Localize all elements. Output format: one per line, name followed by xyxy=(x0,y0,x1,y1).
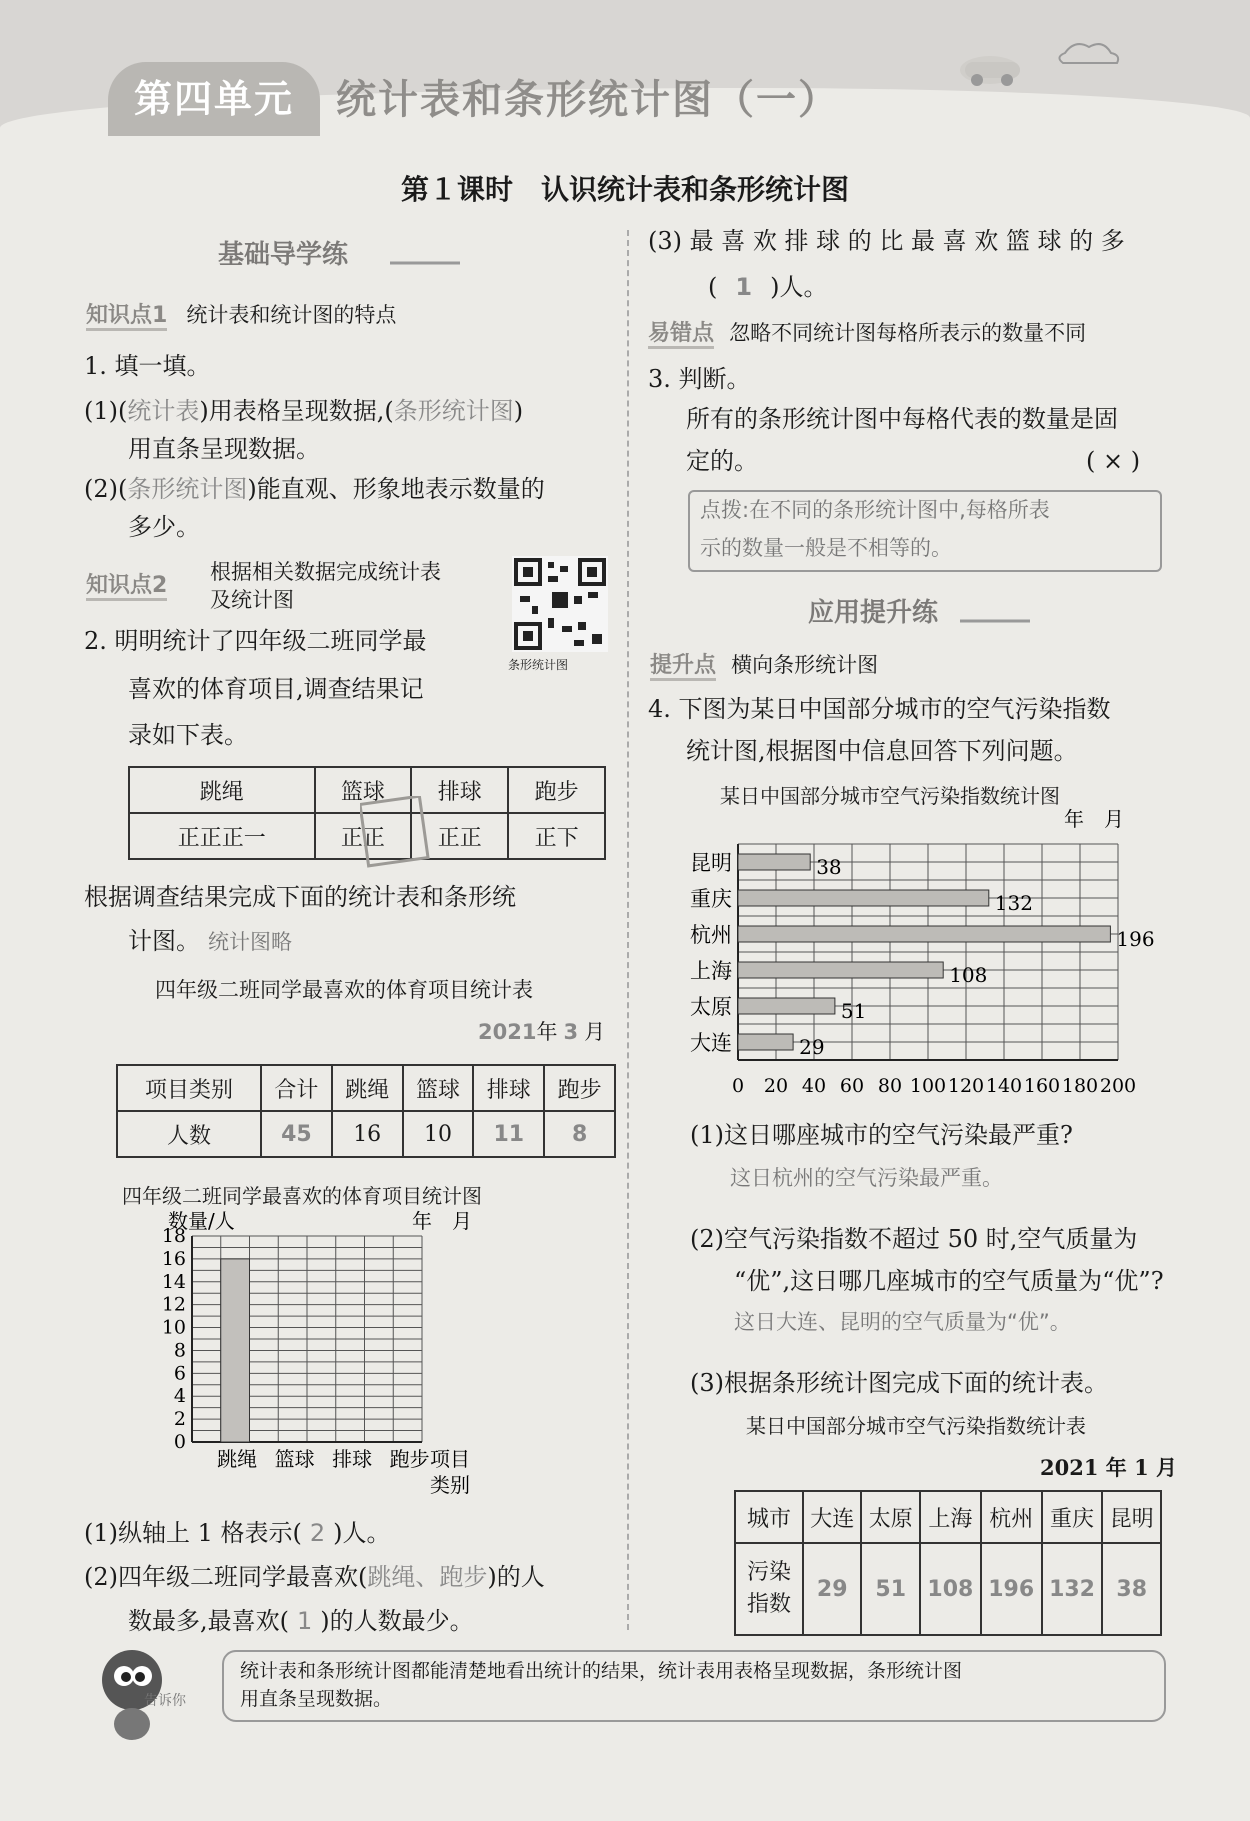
y-tick-label: 8 xyxy=(173,1339,186,1362)
q1-p1 xyxy=(84,392,523,430)
y-axis-label: 数量/人 xyxy=(168,1209,235,1233)
city-row-label: 污染指数 xyxy=(735,1543,803,1635)
tip-line1: 点拨:在不同的条形统计图中,每格所表 xyxy=(700,498,1050,522)
text: )用表格呈现数据,( xyxy=(199,397,394,425)
city-pollution-bar-chart xyxy=(676,806,1166,1108)
a1-question: (1)这日哪座城市的空气污染最严重? xyxy=(690,1121,1073,1149)
q4-line2: 统计图,根据图中信息回答下列问题。 xyxy=(686,737,1078,765)
tally-header: 排球 xyxy=(411,767,508,813)
text: (1)( xyxy=(84,397,128,425)
tally-cell: 正下 xyxy=(508,813,605,859)
q1-p2 xyxy=(84,470,545,508)
stat-header: 合计 xyxy=(261,1065,332,1111)
x-tick-label: 60 xyxy=(839,1075,865,1097)
x-tick-label: 20 xyxy=(763,1075,789,1097)
q3-part3-line1: (3) 最 喜 欢 排 球 的 比 最 喜 欢 篮 球 的 多 xyxy=(648,227,1125,255)
unit-title: 统计表和条形统计图（一） xyxy=(336,77,840,123)
y-tick-label: 大连 xyxy=(690,1031,732,1055)
footer-line1: 统计表和条形统计图都能清楚地看出统计的结果，统计表用表格呈现数据，条形统计图 xyxy=(240,1660,963,1682)
x-tick-label: 80 xyxy=(877,1075,903,1097)
stat-header: 跳绳 xyxy=(332,1065,403,1111)
text: ) xyxy=(513,397,524,425)
text: )的人 xyxy=(487,1563,545,1591)
q3-answer: ( × ) xyxy=(1086,447,1141,475)
city-header: 大连 xyxy=(803,1491,861,1543)
text: )能直观、形象地表示数量的 xyxy=(247,475,545,503)
kp2-text2: 及统计图 xyxy=(210,588,294,612)
q4-line1: 4. 下图为某日中国部分城市的空气污染指数 xyxy=(648,695,1111,723)
kp1-text: 统计表和统计图的特点 xyxy=(186,303,397,327)
answer: 2021 xyxy=(478,1020,537,1044)
a2-question2: “优”,这日哪几座城市的空气质量为“优”? xyxy=(734,1267,1164,1295)
stat-table-date xyxy=(478,1016,605,1046)
up-row xyxy=(650,648,878,679)
answer: 条形统计图 xyxy=(127,475,248,503)
stat-cell-answer: 8 xyxy=(544,1111,615,1157)
section-underline xyxy=(960,616,1040,626)
err-text: 忽略不同统计图每格所表示的数量不同 xyxy=(729,321,1087,345)
y-tick-label: 昆明 xyxy=(690,851,732,875)
bar xyxy=(738,854,810,870)
sub2-cont xyxy=(128,1602,474,1640)
kp2-text1: 根据相关数据完成统计表 xyxy=(210,560,441,584)
bar xyxy=(738,890,989,906)
x-axis-label-cont: 类别 xyxy=(430,1473,470,1497)
city-header: 杭州 xyxy=(981,1491,1042,1543)
a2-answer: 这日大连、昆明的空气质量为“优”。 xyxy=(734,1310,1071,1334)
hchart-title: 某日中国部分城市空气污染指数统计图 xyxy=(720,784,1060,808)
bar xyxy=(738,962,943,978)
a1-answer: 这日杭州的空气污染最严重。 xyxy=(730,1166,1003,1190)
city-header: 昆明 xyxy=(1102,1491,1161,1543)
x-tick-label: 0 xyxy=(731,1075,745,1097)
section-basic: 基础导学练 xyxy=(218,240,349,270)
stat-header: 篮球 xyxy=(403,1065,474,1111)
mascot-badge: 告诉你 xyxy=(144,1693,186,1709)
q3-part3-line2 xyxy=(708,268,827,306)
q1-stem: 1. 填一填。 xyxy=(84,352,211,380)
y-tick-label: 4 xyxy=(173,1385,186,1408)
city-header: 太原 xyxy=(861,1491,919,1543)
a3-question: (3)根据条形统计图完成下面的统计表。 xyxy=(690,1369,1108,1397)
sub1 xyxy=(84,1514,391,1552)
footer-line2: 用直条呈现数据。 xyxy=(240,1688,393,1710)
stat-row-label: 人数 xyxy=(117,1111,261,1157)
q2b-line1: 根据调查结果完成下面的统计表和条形统 xyxy=(84,883,516,911)
bar xyxy=(738,998,835,1014)
data-label: 51 xyxy=(840,999,867,1023)
text: (2)( xyxy=(84,475,128,503)
q2-line2: 喜欢的体育项目,调查结果记 xyxy=(128,675,424,703)
city-cell-answer: 196 xyxy=(981,1543,1042,1635)
tally-header: 跳绳 xyxy=(129,767,315,813)
q3-line1: 所有的条形统计图中每格代表的数量是固 xyxy=(686,405,1118,433)
q3-line2: 定的。 xyxy=(686,447,758,475)
text: )人。 xyxy=(770,273,828,301)
x-tick-label: 200 xyxy=(1099,1075,1137,1097)
section-underline xyxy=(390,258,470,268)
text: )人。 xyxy=(333,1519,391,1547)
data-label: 132 xyxy=(994,891,1033,915)
err-row xyxy=(648,316,1086,347)
answer: 1 xyxy=(735,273,753,301)
kp1-row xyxy=(86,298,396,329)
unit-tab: 第四单元 xyxy=(108,62,320,136)
kp1-tag: 知识点1 xyxy=(86,303,167,331)
kp2-tag-wrap xyxy=(86,568,167,599)
answer: 1 xyxy=(297,1607,313,1635)
y-tick-label: 2 xyxy=(173,1408,186,1431)
err-tag: 易错点 xyxy=(648,321,714,349)
answer: 跳绳、跑步 xyxy=(367,1563,488,1591)
tally-header: 跑步 xyxy=(508,767,605,813)
y-tick-label: 6 xyxy=(173,1362,186,1385)
lesson-title: 第１课时 认识统计表和条形统计图 xyxy=(400,173,849,206)
x-axis-label: 项目 xyxy=(430,1447,470,1471)
answer-note: 统计图略 xyxy=(208,930,292,954)
stat-cell: 16 xyxy=(332,1111,403,1157)
y-tick-label: 0 xyxy=(173,1431,186,1453)
text: )的人数最少。 xyxy=(320,1607,474,1635)
y-tick-label: 上海 xyxy=(690,959,732,983)
answer: 2 xyxy=(309,1519,326,1547)
x-tick-label: 跑步 xyxy=(389,1447,430,1471)
sports-stat-table xyxy=(116,1064,616,1158)
city-cell-answer: 132 xyxy=(1042,1543,1103,1635)
stat-header: 项目类别 xyxy=(117,1065,261,1111)
text: 数最多,最喜欢( xyxy=(128,1607,289,1635)
x-tick-label: 跳绳 xyxy=(217,1447,258,1471)
qr-code-icon[interactable] xyxy=(512,556,608,652)
stat-cell-answer: 45 xyxy=(261,1111,332,1157)
x-tick-label: 180 xyxy=(1061,1075,1099,1097)
text: (1)纵轴上 1 格表示( xyxy=(84,1519,302,1547)
answer: 条形统计图 xyxy=(393,397,514,425)
data-label: 38 xyxy=(816,855,842,879)
answer: 3 xyxy=(563,1020,579,1044)
stat-cell: 10 xyxy=(403,1111,474,1157)
q3-stem: 3. 判断。 xyxy=(648,365,751,393)
kp2-tag: 知识点2 xyxy=(86,573,167,601)
up-text: 横向条形统计图 xyxy=(731,653,879,677)
y-tick-label: 16 xyxy=(161,1247,186,1270)
stat-cell-answer: 11 xyxy=(473,1111,544,1157)
x-tick-label: 160 xyxy=(1023,1075,1061,1097)
answer: 统计表 xyxy=(127,397,200,425)
y-tick-label: 10 xyxy=(161,1316,186,1339)
column-divider xyxy=(627,230,629,1630)
q2-line1: 2. 明明统计了四年级二班同学最 xyxy=(84,627,427,655)
city-stat-table xyxy=(734,1490,1162,1636)
text: 年 xyxy=(536,1020,558,1044)
qr-label: 条形统计图 xyxy=(508,658,569,672)
tally-cell: 正正 xyxy=(315,813,412,859)
city-header: 重庆 xyxy=(1042,1491,1103,1543)
x-tick-label: 100 xyxy=(909,1075,947,1097)
city-header: 城市 xyxy=(735,1491,803,1543)
bar xyxy=(221,1259,250,1442)
tally-cell: 正正 xyxy=(411,813,508,859)
x-tick-label: 篮球 xyxy=(274,1447,315,1471)
y-tick-label: 重庆 xyxy=(690,887,732,911)
city-cell-answer: 108 xyxy=(920,1543,981,1635)
bar xyxy=(738,926,1110,942)
city-header: 上海 xyxy=(920,1491,981,1543)
a2-question1: (2)空气污染指数不超过 50 时,空气质量为 xyxy=(690,1225,1138,1253)
data-label: 196 xyxy=(1116,927,1155,951)
data-label: 108 xyxy=(949,963,988,987)
chart-date: 年 月 xyxy=(412,1209,472,1233)
bar xyxy=(738,1034,793,1050)
q1-p2-cont: 多少。 xyxy=(128,513,200,541)
stat-header: 跑步 xyxy=(544,1065,615,1111)
section-apply: 应用提升练 xyxy=(808,598,939,628)
y-tick-label: 12 xyxy=(161,1293,186,1316)
up-tag: 提升点 xyxy=(650,653,716,681)
y-tick-label: 杭州 xyxy=(690,923,732,947)
text: 计图。 xyxy=(128,927,200,955)
city-cell-answer: 29 xyxy=(803,1543,861,1635)
vchart-title: 四年级二班同学最喜欢的体育项目统计图 xyxy=(122,1184,482,1208)
chart-date: 年 月 xyxy=(1064,807,1124,831)
y-tick-label: 太原 xyxy=(690,995,732,1019)
stat-table-title: 四年级二班同学最喜欢的体育项目统计表 xyxy=(155,978,533,1002)
q2b-line2 xyxy=(128,922,292,961)
car-cloud-decoration-icon xyxy=(955,28,1155,98)
tip-line2: 示的数量一般是不相等的。 xyxy=(700,536,952,560)
y-tick-label: 14 xyxy=(161,1270,186,1293)
q2-line3: 录如下表。 xyxy=(128,721,248,749)
sub2 xyxy=(84,1558,545,1596)
text: (2)四年级二班同学最喜欢( xyxy=(84,1563,368,1591)
x-tick-label: 120 xyxy=(947,1075,985,1097)
data-label: 29 xyxy=(799,1035,825,1059)
city-table-date: 2021 年 1 月 xyxy=(1040,1455,1177,1480)
q1-p1-cont: 用直条呈现数据。 xyxy=(128,435,320,463)
tally-cell: 正正正一 xyxy=(129,813,315,859)
city-table-title: 某日中国部分城市空气污染指数统计表 xyxy=(746,1414,1086,1438)
y-tick-label: 18 xyxy=(161,1225,186,1247)
stat-header: 排球 xyxy=(473,1065,544,1111)
text: 月 xyxy=(584,1020,606,1044)
city-cell-answer: 51 xyxy=(861,1543,919,1635)
tally-header: 篮球 xyxy=(315,767,412,813)
city-cell-answer: 38 xyxy=(1102,1543,1161,1635)
watermark-stamp-icon xyxy=(360,796,442,870)
text: ( xyxy=(708,273,718,301)
x-tick-label: 40 xyxy=(801,1075,827,1097)
sports-bar-chart xyxy=(150,1206,600,1506)
x-tick-label: 140 xyxy=(985,1075,1023,1097)
x-tick-label: 排球 xyxy=(332,1447,373,1471)
